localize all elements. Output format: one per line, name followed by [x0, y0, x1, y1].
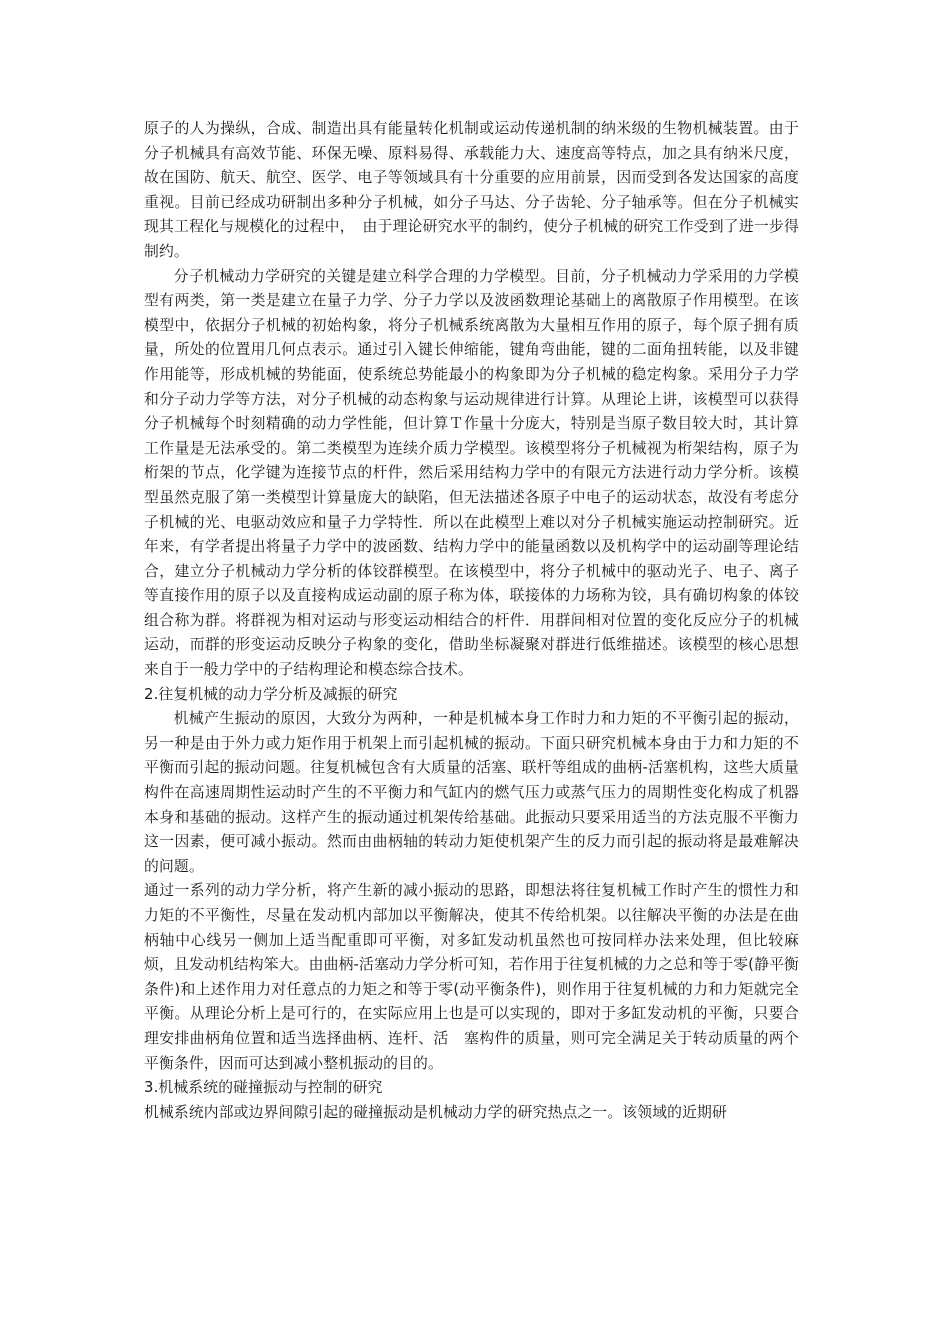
paragraph-balancing: 通过一系列的动力学分析，将产生新的减小振动的思路，即想法将往复机械工作时产生的惯性力和力矩的不平衡性，尽量在发动机内部加以平衡解决，使其不传给机架。以往解决平衡的办法是在曲柄轴中心线另一侧加上适当配重即可平衡，对多缸发动机虽然也可按同样办法来处理，但比较麻烦，且发动机结构笨大。由曲柄-活塞动力学分析可知，若作用于往复机械的力之总和等于零(静平衡条件)和上述作用力对任意点的力矩之和等于零(动平衡条件)，则作用于往复机械的力和力矩就完全平衡。从理论分析上是可行的，在实际应用上也是可以实现的，即对于多缸发动机的平衡，只要合理安排曲柄角位置和适当选择曲柄、连杆、活 塞构件的质量，则可完全满足关于转动质量的两个平衡条件，因而可达到减小整机振动的目的。 — [144, 882, 799, 1072]
paragraph-impact-vibration: 机械系统内部或边界间隙引起的碰撞振动是机械动力学的研究热点之一。该领域的近期研 — [144, 1103, 727, 1121]
section-heading-2: 2.往复机械的动力学分析及减振的研究 — [144, 685, 398, 703]
paragraph-intro: 原子的人为操纵，合成、制造出具有能量转化机制或运动传递机制的纳米级的生物机械装置。由于分子机械具有高效节能、环保无噪、原料易得、承载能力大、速度高等特点，加之具有纳米尺度，故在国防、航天、航空、医学、电子等领域具有十分重要的应用前景，因而受到各发达国家的高度重视。目前已经成功研制出多种分子机械，如分子马达、分子齿轮、分子轴承等。但在分子机械实现其工程化与规模化的过程中， 由于理论研究水平的制约，使分子机械的研究工作受到了进一步得制约。 — [144, 120, 799, 260]
document-body — [144, 117, 799, 1125]
section-heading-3: 3.机械系统的碰撞振动与控制的研究 — [144, 1079, 383, 1097]
paragraph-molecular-model: 分子机械动力学研究的关键是建立科学合理的力学模型。目前，分子机械动力学采用的力学模型有两类，第一类是建立在量子力学、分子力学以及波函数理论基础上的离散原子作用模型。在该模型中，依据分子机械的初始构象，将分子机械系统离散为大量相互作用的原子，每个原子拥有质量，所处的位置用几何点表示。通过引入键长伸缩能，键角弯曲能，键的二面角扭转能，以及非键作用能等，形成机械的势能面，使系统总势能最小的构象即为分子机械的稳定构象。采用分子力学和分子动力学等方法，对分子机械的动态构象与运动规律进行计算。从理论上讲，该模型可以获得分子机械每个时刻精确的动力学性能，但计算Ｔ作量十分庞大，特别是当原子数目较大时，其计算工作量是无法承受的。第二类模型为连续介质力学模型。该模型将分子机械视为桁架结构，原子为桁架的节点，化学键为连接节点的杆件，然后采用结构力学中的有限元方法进行动力学分析。该模型虽然克服了第一类模型计算量庞大的缺陷，但无法描述各原子中电子的运动状态，故没有考虑分子机械的光、电驱动效应和量子力学特性．所以在此模型上难以对分子机械实施运动控制研究。近年来，有学者提出将量子力学中的波函数、结构力学中的能量函数以及机构学中的运动副等理论结合，建立分子机械动力学分析的体铰群模型。在该模型中，将分子机械中的驱动光子、电子、离子等直接作用的原子以及直接构成运动副的原子称为体，联接体的力场称为铰，具有确切构象的体铰组合称为群。将群视为相对运动与形变运动相结合的杆件．用群间相对位置的变化反应分子的机械运动，而群的形变运动反映分子构象的变化，借助坐标凝聚对群进行低维描述。该模型的核心思想来自于一般力学中的子结构理论和模态综合技术。 — [144, 267, 799, 679]
paragraph-vibration-cause: 机械产生振动的原因，大致分为两种，一种是机械本身工作时力和力矩的不平衡引起的振动，另一种是由于外力或力矩作用于机架上而引起机械的振动。下面只研究机械本身由于力和力矩的不平衡而引起的振动问题。往复机械包含有大质量的活塞、联杆等组成的曲柄-活塞机构，这些大质量构件在高速周期性运动时产生的不平衡力和气缸内的燃气压力或蒸气压力的周期性变化构成了机器本身和基础的振动。这样产生的振动通过机架传给基础。此振动只要采用适当的方法克服不平衡力这一因素，便可减小振动。然而由曲柄轴的转动力矩使机架产生的反力而引起的振动将是最难解决的问题。 — [144, 710, 799, 875]
